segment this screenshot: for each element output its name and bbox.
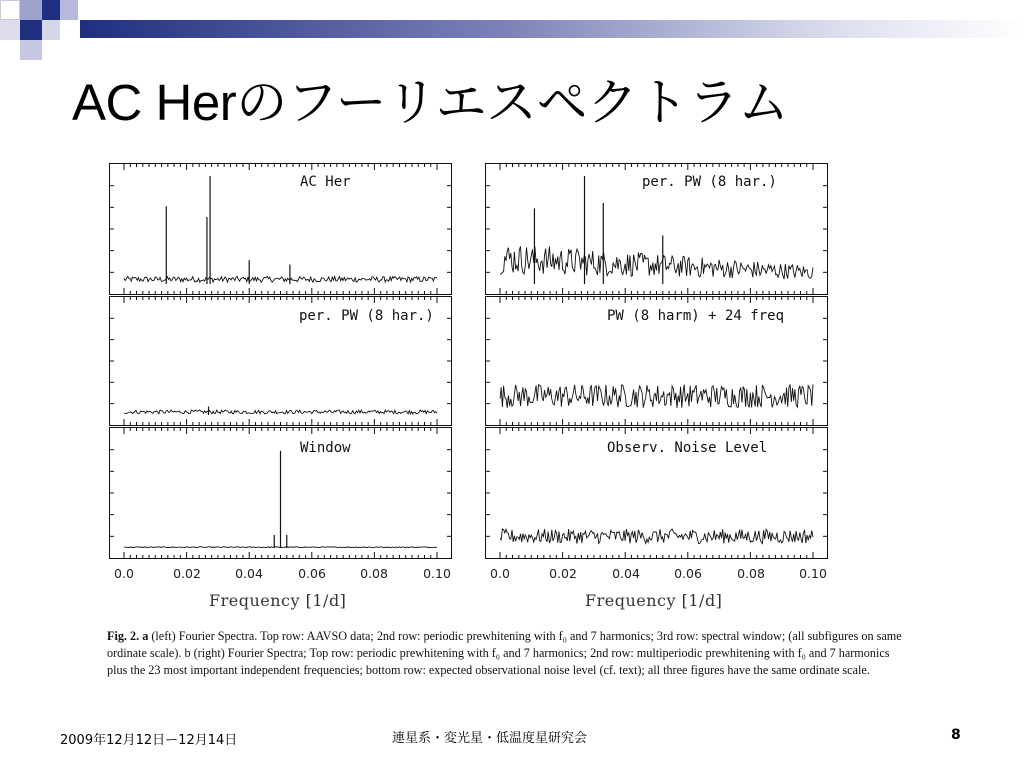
x-axis-label-left: Frequency [1/d] — [209, 591, 347, 610]
tick-label: 0.10 — [799, 566, 827, 581]
spectrum-series — [500, 246, 813, 279]
tick-label: 0.02 — [549, 566, 577, 581]
footer-title: 連星系・変光星・低温度星研究会 — [392, 731, 588, 746]
tick-label: 0.02 — [173, 566, 201, 581]
panel-label: PW (8 harm) + 24 freq — [607, 308, 785, 324]
tick-label: 0.04 — [612, 566, 640, 581]
tick-label: 0.0 — [490, 566, 510, 581]
caption-text: (left) Fourier Spectra. Top row: AAVSO data; 2nd row: periodic prewhitening with f₀ and 7 harmonics; 3rd row: spectral window; (all subfigures on same ordinate scale). b (right) Fourier Spectra; Top row: periodic prewhitening with f₀ and 7 harmonics; 2nd row: multiperiodic prewhitening with f₀ and 7 harmonics plus the 23 most important independent frequencies; bottom row: expected observational noise level (cf. text); all three figures have the same ordinate scale. — [107, 629, 902, 677]
spectrum-series — [500, 384, 813, 407]
panel-label: Window — [300, 440, 351, 456]
panel-label: Observ. Noise Level — [607, 440, 768, 456]
spectrum-panel — [109, 163, 452, 295]
title-gradient-bar — [80, 20, 1024, 38]
x-axis-label-right: Frequency [1/d] — [585, 591, 723, 610]
tick-label: 0.08 — [360, 566, 388, 581]
spectrum-panel — [485, 427, 828, 559]
tick-label: 0.06 — [298, 566, 326, 581]
spectrum-series — [500, 529, 813, 544]
panel-label: per. PW (8 har.) — [642, 174, 777, 190]
footer-date: 2009年12月12日ー12月14日 — [60, 733, 238, 748]
spectrum-plot — [110, 164, 451, 294]
tick-label: 0.10 — [423, 566, 451, 581]
spectrum-series — [124, 276, 437, 282]
spectrum-panel — [109, 296, 452, 426]
spectrum-series — [124, 410, 437, 414]
spectrum-panel — [485, 296, 828, 426]
panel-label: AC Her — [300, 174, 351, 190]
page-number: 8 — [951, 727, 961, 743]
tick-label: 0.06 — [674, 566, 702, 581]
figure-caption — [107, 628, 902, 679]
tick-label: 0.08 — [737, 566, 765, 581]
spectrum-panel — [485, 163, 828, 295]
slide-title: AC Herのフーリエスペクトラム — [72, 74, 789, 131]
panel-label: per. PW (8 har.) — [299, 308, 434, 324]
tick-label: 0.0 — [114, 566, 134, 581]
spectrum-panel — [109, 427, 452, 559]
corner-decoration — [0, 0, 80, 62]
caption-fig-label: Fig. 2. a — [107, 629, 149, 643]
spectrum-plot — [110, 428, 451, 558]
tick-label: 0.04 — [235, 566, 263, 581]
